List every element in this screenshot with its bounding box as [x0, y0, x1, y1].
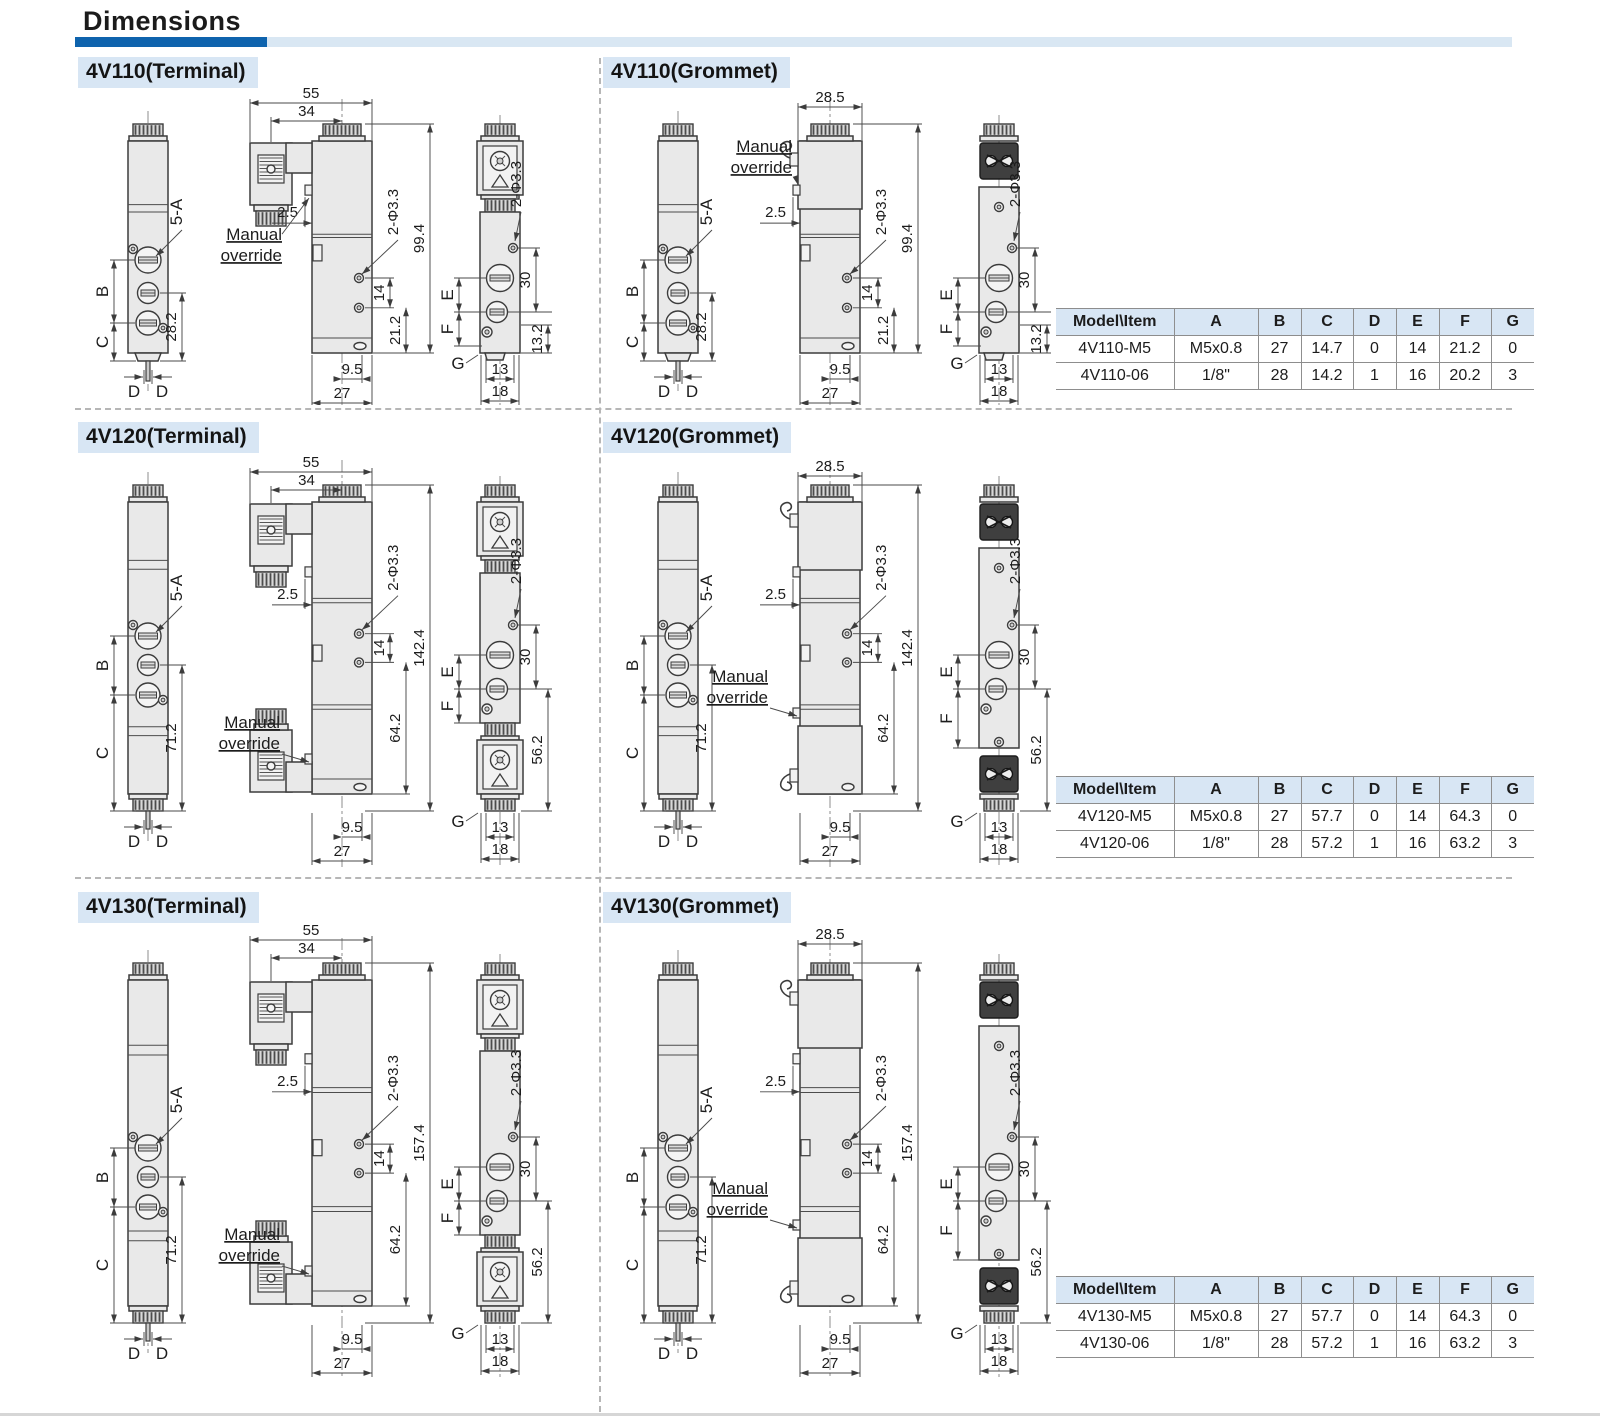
dim-f: F	[937, 323, 956, 335]
valve-drawing	[623, 926, 1051, 1379]
value-cell: 0	[1491, 1304, 1534, 1331]
table-header-cell: C	[1301, 309, 1353, 336]
dimension-table	[1056, 776, 1534, 858]
valve-drawing	[623, 89, 1051, 405]
dim-port-label: 5-A	[697, 198, 716, 226]
label-manual-override: Manual	[712, 667, 768, 686]
dim-d-left: D	[127, 382, 141, 401]
dim-holes: 2-Φ3.3	[385, 1055, 402, 1102]
dim-bottom-18: 18	[491, 1353, 509, 1370]
table-row	[1056, 1331, 1534, 1358]
dim-bottom-18: 18	[491, 841, 509, 858]
value-cell: 1/8"	[1174, 363, 1258, 390]
table-header-cell: E	[1396, 309, 1439, 336]
dim-side-height: 28.2	[163, 312, 180, 342]
dim-g: G	[950, 354, 964, 373]
dim-d-right: D	[155, 382, 169, 401]
table-4v130	[1056, 1276, 1534, 1358]
dim-hole-gap: 14	[859, 1150, 876, 1167]
dim-top-inner: 34	[298, 472, 315, 489]
label-manual-override: override	[706, 1200, 768, 1219]
dim-holes-right: 2-Φ3.3	[1007, 160, 1024, 208]
dim-right-lower: 56.2	[1028, 735, 1045, 765]
drawing-4v110-terminal	[75, 55, 600, 405]
dim-top-inner: 34	[298, 103, 315, 120]
label-manual-override: Manual	[712, 1179, 768, 1198]
table-header-cell: D	[1353, 777, 1396, 804]
dim-right-lower: 56.2	[529, 735, 546, 765]
dim-f: F	[937, 713, 956, 724]
table-row	[1056, 831, 1534, 858]
dim-hole-gap: 14	[859, 284, 876, 302]
dim-hole-gap: 14	[371, 1150, 388, 1167]
dim-height-total: 157.4	[411, 1124, 428, 1162]
value-cell: 57.2	[1301, 1331, 1353, 1358]
dim-bottom-offset: 9.5	[829, 1331, 851, 1348]
value-cell: M5x0.8	[1174, 336, 1258, 363]
model-cell: 4V120-06	[1056, 831, 1174, 858]
table-header-cell: C	[1301, 777, 1353, 804]
dim-port-label: 5-A	[697, 574, 716, 602]
value-cell: 28	[1258, 1331, 1301, 1358]
dim-top-width: 28.5	[815, 89, 845, 106]
dim-port-label: 5-A	[167, 1086, 186, 1114]
value-cell: 0	[1491, 804, 1534, 831]
dim-holes: 2-Φ3.3	[873, 544, 890, 591]
dim-holes-right: 2-Φ3.3	[508, 537, 525, 585]
dim-hole-bottom: 64.2	[387, 1224, 404, 1255]
dim-body-width: 27	[333, 385, 351, 402]
model-cell: 4V130-06	[1056, 1331, 1174, 1358]
dim-hole-gap: 14	[371, 639, 388, 657]
dim-tab-offset: 2.5	[277, 1072, 298, 1090]
dim-c: C	[93, 335, 112, 349]
table-header-cell: B	[1258, 777, 1301, 804]
dim-top-total: 55	[302, 922, 320, 939]
dim-bottom-18: 18	[990, 841, 1008, 858]
dim-c: C	[623, 746, 642, 760]
dim-d-left: D	[127, 1344, 141, 1363]
drawing-4v120-terminal	[75, 420, 600, 885]
dim-d-right: D	[155, 1344, 169, 1363]
dim-c: C	[623, 335, 642, 349]
table-4v120	[1056, 776, 1534, 858]
value-cell: 63.2	[1439, 831, 1491, 858]
dim-bottom-13: 13	[990, 819, 1008, 836]
dim-tab-offset: 2.5	[765, 1072, 786, 1090]
dim-b: B	[623, 659, 642, 672]
dim-d-right: D	[155, 832, 169, 851]
value-cell: 16	[1396, 363, 1439, 390]
dim-right-upper: 30	[1016, 271, 1033, 289]
dim-height-total: 142.4	[899, 629, 916, 667]
dim-f: F	[937, 1225, 956, 1236]
section-title-4v120-terminal: 4V120(Terminal)	[78, 422, 259, 453]
table-row	[1056, 804, 1534, 831]
row-divider-1	[75, 408, 1512, 410]
table-header-cell: C	[1301, 1277, 1353, 1304]
dim-d-right: D	[685, 832, 699, 851]
dim-side-height: 71.2	[163, 1235, 180, 1265]
value-cell: 57.2	[1301, 831, 1353, 858]
dim-bottom-offset: 9.5	[341, 819, 363, 836]
dim-right-upper: 30	[517, 648, 534, 666]
dim-d-left: D	[657, 1344, 671, 1363]
table-header-row	[1056, 309, 1534, 336]
dim-c: C	[623, 1258, 642, 1272]
dim-holes-right: 2-Φ3.3	[1007, 1049, 1024, 1097]
dim-hole-gap: 14	[371, 284, 388, 302]
dim-b: B	[93, 285, 112, 298]
dim-bottom-13: 13	[990, 361, 1008, 378]
dim-holes-right: 2-Φ3.3	[508, 160, 525, 208]
dimension-table	[1056, 308, 1534, 390]
row-divider-2	[75, 877, 1512, 879]
value-cell: 16	[1396, 831, 1439, 858]
table-header-cell: Model\Item	[1056, 309, 1174, 336]
value-cell: 14	[1396, 804, 1439, 831]
dim-f: F	[438, 323, 457, 335]
label-manual-override: override	[730, 158, 792, 178]
label-manual-override: Manual	[224, 713, 280, 732]
dim-hole-bottom: 64.2	[875, 1224, 892, 1255]
dim-holes: 2-Φ3.3	[873, 1055, 890, 1102]
title-underline-bar-accent	[75, 37, 267, 47]
dim-e: E	[937, 1178, 956, 1190]
value-cell: 21.2	[1439, 336, 1491, 363]
dim-side-height: 28.2	[693, 312, 710, 342]
label-manual-override: Manual	[226, 225, 282, 245]
value-cell: 1	[1353, 363, 1396, 390]
dim-side-height: 71.2	[163, 723, 180, 753]
value-cell: 3	[1491, 831, 1534, 858]
valve-drawing	[623, 458, 1051, 867]
table-header-cell: A	[1174, 1277, 1258, 1304]
drawing-4v130-grommet	[602, 888, 1067, 1418]
dim-right-lower: 13.2	[529, 324, 546, 354]
dim-f: F	[438, 1212, 457, 1224]
dim-g: G	[451, 812, 465, 831]
dim-bottom-offset: 9.5	[341, 361, 363, 378]
dim-c: C	[93, 746, 112, 760]
value-cell: 64.3	[1439, 804, 1491, 831]
dim-top-width: 28.5	[815, 926, 845, 943]
page-title: Dimensions	[83, 6, 242, 36]
dim-height-total: 157.4	[899, 1124, 916, 1162]
dim-d-right: D	[685, 382, 699, 401]
value-cell: 14.2	[1301, 363, 1353, 390]
dim-right-lower: 13.2	[1028, 324, 1045, 354]
dim-b: B	[623, 1171, 642, 1184]
dim-b: B	[623, 285, 642, 298]
dim-tab-offset: 2.5	[277, 204, 298, 222]
dim-right-upper: 30	[1016, 648, 1033, 666]
dim-g: G	[950, 812, 964, 831]
dim-bottom-13: 13	[491, 361, 509, 378]
dim-b: B	[93, 1171, 112, 1184]
dim-height-total: 99.4	[899, 223, 916, 254]
dim-tab-offset: 2.5	[277, 585, 298, 603]
dim-holes: 2-Φ3.3	[873, 188, 890, 236]
dim-bottom-18: 18	[990, 383, 1008, 400]
dim-tab-offset: 2.5	[765, 585, 786, 603]
dim-bottom-13: 13	[990, 1331, 1008, 1348]
table-header-cell: Model\Item	[1056, 1277, 1174, 1304]
dim-height-total: 142.4	[411, 629, 428, 667]
label-manual-override: Manual	[224, 1225, 280, 1244]
dim-body-width: 27	[821, 1355, 839, 1372]
section-title-4v130-grommet: 4V130(Grommet)	[603, 892, 791, 923]
value-cell: 14	[1396, 1304, 1439, 1331]
value-cell: 0	[1353, 1304, 1396, 1331]
value-cell: 28	[1258, 363, 1301, 390]
dim-bottom-18: 18	[491, 383, 509, 400]
dim-right-lower: 56.2	[1028, 1247, 1045, 1277]
dim-e: E	[937, 666, 956, 678]
table-header-cell: A	[1174, 309, 1258, 336]
dim-d-right: D	[685, 1344, 699, 1363]
dim-bottom-offset: 9.5	[341, 1331, 363, 1348]
value-cell: 1	[1353, 831, 1396, 858]
dim-right-lower: 56.2	[529, 1247, 546, 1277]
table-header-cell: F	[1439, 1277, 1491, 1304]
dim-holes-right: 2-Φ3.3	[508, 1049, 525, 1097]
dim-top-inner: 34	[298, 940, 315, 957]
value-cell: 0	[1353, 336, 1396, 363]
value-cell: 27	[1258, 804, 1301, 831]
value-cell: 3	[1491, 363, 1534, 390]
dim-side-height: 71.2	[693, 1235, 710, 1265]
value-cell: 57.7	[1301, 804, 1353, 831]
dim-port-label: 5-A	[697, 1086, 716, 1114]
section-title-4v120-grommet: 4V120(Grommet)	[603, 422, 791, 453]
model-cell: 4V110-M5	[1056, 336, 1174, 363]
value-cell: 28	[1258, 831, 1301, 858]
dim-hole-bottom: 64.2	[875, 713, 892, 743]
table-header-cell: B	[1258, 1277, 1301, 1304]
value-cell: 16	[1396, 1331, 1439, 1358]
label-manual-override: override	[706, 688, 768, 707]
dim-right-upper: 30	[517, 1160, 534, 1178]
value-cell: 3	[1491, 1331, 1534, 1358]
dim-f: F	[438, 700, 457, 712]
table-header-cell: G	[1491, 309, 1534, 336]
value-cell: 1/8"	[1174, 831, 1258, 858]
table-header-cell: B	[1258, 309, 1301, 336]
table-header-cell: D	[1353, 309, 1396, 336]
dim-bottom-13: 13	[491, 1331, 509, 1348]
label-manual-override: override	[218, 1246, 280, 1265]
section-title-4v110-terminal: 4V110(Terminal)	[78, 57, 258, 88]
dim-bottom-offset: 9.5	[829, 361, 851, 378]
model-cell: 4V130-M5	[1056, 1304, 1174, 1331]
dim-e: E	[937, 289, 956, 301]
dim-b: B	[93, 659, 112, 672]
value-cell: 64.3	[1439, 1304, 1491, 1331]
value-cell: 63.2	[1439, 1331, 1491, 1358]
table-header-cell: F	[1439, 309, 1491, 336]
dim-holes: 2-Φ3.3	[385, 188, 402, 236]
page-bottom-rule	[0, 1413, 1600, 1416]
table-header-row	[1056, 1277, 1534, 1304]
dim-hole-bottom: 21.2	[875, 315, 892, 346]
value-cell: 27	[1258, 336, 1301, 363]
dim-d-left: D	[657, 382, 671, 401]
table-header-cell: A	[1174, 777, 1258, 804]
section-title-4v130-terminal: 4V130(Terminal)	[78, 892, 259, 923]
drawing-4v110-grommet	[602, 55, 1067, 405]
valve-drawing	[93, 922, 552, 1379]
table-header-cell: Model\Item	[1056, 777, 1174, 804]
table-header-cell: D	[1353, 1277, 1396, 1304]
table-header-cell: F	[1439, 777, 1491, 804]
dim-hole-bottom: 21.2	[387, 315, 404, 346]
dim-port-label: 5-A	[167, 574, 186, 602]
dim-holes-right: 2-Φ3.3	[1007, 537, 1024, 585]
table-row	[1056, 336, 1534, 363]
dim-holes: 2-Φ3.3	[385, 544, 402, 591]
table-row	[1056, 363, 1534, 390]
drawing-4v130-terminal	[75, 888, 600, 1418]
dim-body-width: 27	[821, 385, 839, 402]
dim-g: G	[950, 1324, 964, 1343]
value-cell: 14	[1396, 336, 1439, 363]
value-cell: 20.2	[1439, 363, 1491, 390]
dim-e: E	[438, 1178, 457, 1190]
table-4v110	[1056, 308, 1534, 390]
dim-top-total: 55	[302, 85, 320, 102]
table-header-cell: E	[1396, 777, 1439, 804]
valve-drawing	[93, 85, 552, 405]
column-divider	[599, 58, 601, 1412]
dim-top-width: 28.5	[815, 458, 845, 475]
value-cell: 1/8"	[1174, 1331, 1258, 1358]
dim-bottom-13: 13	[491, 819, 509, 836]
dim-body-width: 27	[333, 1355, 351, 1372]
dim-hole-bottom: 64.2	[387, 713, 404, 743]
dim-right-upper: 30	[1016, 1160, 1033, 1178]
label-manual-override: Manual	[736, 137, 792, 157]
value-cell: M5x0.8	[1174, 1304, 1258, 1331]
value-cell: 14.7	[1301, 336, 1353, 363]
dim-d-left: D	[657, 832, 671, 851]
dimension-table	[1056, 1276, 1534, 1358]
dim-right-upper: 30	[517, 271, 534, 289]
dim-hole-gap: 14	[859, 639, 876, 657]
label-manual-override: override	[220, 246, 282, 266]
table-header-cell: G	[1491, 1277, 1534, 1304]
dim-bottom-18: 18	[990, 1353, 1008, 1370]
model-cell: 4V120-M5	[1056, 804, 1174, 831]
dim-port-label: 5-A	[167, 198, 186, 226]
model-cell: 4V110-06	[1056, 363, 1174, 390]
dim-g: G	[451, 1324, 465, 1343]
dim-top-total: 55	[302, 454, 320, 471]
table-header-cell: G	[1491, 777, 1534, 804]
dim-g: G	[451, 354, 465, 373]
value-cell: 57.7	[1301, 1304, 1353, 1331]
label-manual-override: override	[218, 734, 280, 753]
table-row	[1056, 1304, 1534, 1331]
dim-e: E	[438, 289, 457, 301]
drawing-4v120-grommet	[602, 420, 1067, 885]
table-header-cell: E	[1396, 1277, 1439, 1304]
title-underline-bar	[75, 37, 1512, 47]
dim-c: C	[93, 1258, 112, 1272]
dim-e: E	[438, 666, 457, 678]
value-cell: 0	[1353, 804, 1396, 831]
dim-body-width: 27	[821, 843, 839, 860]
table-header-row	[1056, 777, 1534, 804]
dim-d-left: D	[127, 832, 141, 851]
section-title-4v110-grommet: 4V110(Grommet)	[603, 57, 790, 88]
value-cell: 0	[1491, 336, 1534, 363]
dim-height-total: 99.4	[411, 223, 428, 254]
valve-drawing	[93, 454, 552, 867]
dim-body-width: 27	[333, 843, 351, 860]
dim-side-height: 71.2	[693, 723, 710, 753]
dim-tab-offset: 2.5	[765, 204, 786, 222]
value-cell: M5x0.8	[1174, 804, 1258, 831]
dim-bottom-offset: 9.5	[829, 819, 851, 836]
value-cell: 27	[1258, 1304, 1301, 1331]
value-cell: 1	[1353, 1331, 1396, 1358]
